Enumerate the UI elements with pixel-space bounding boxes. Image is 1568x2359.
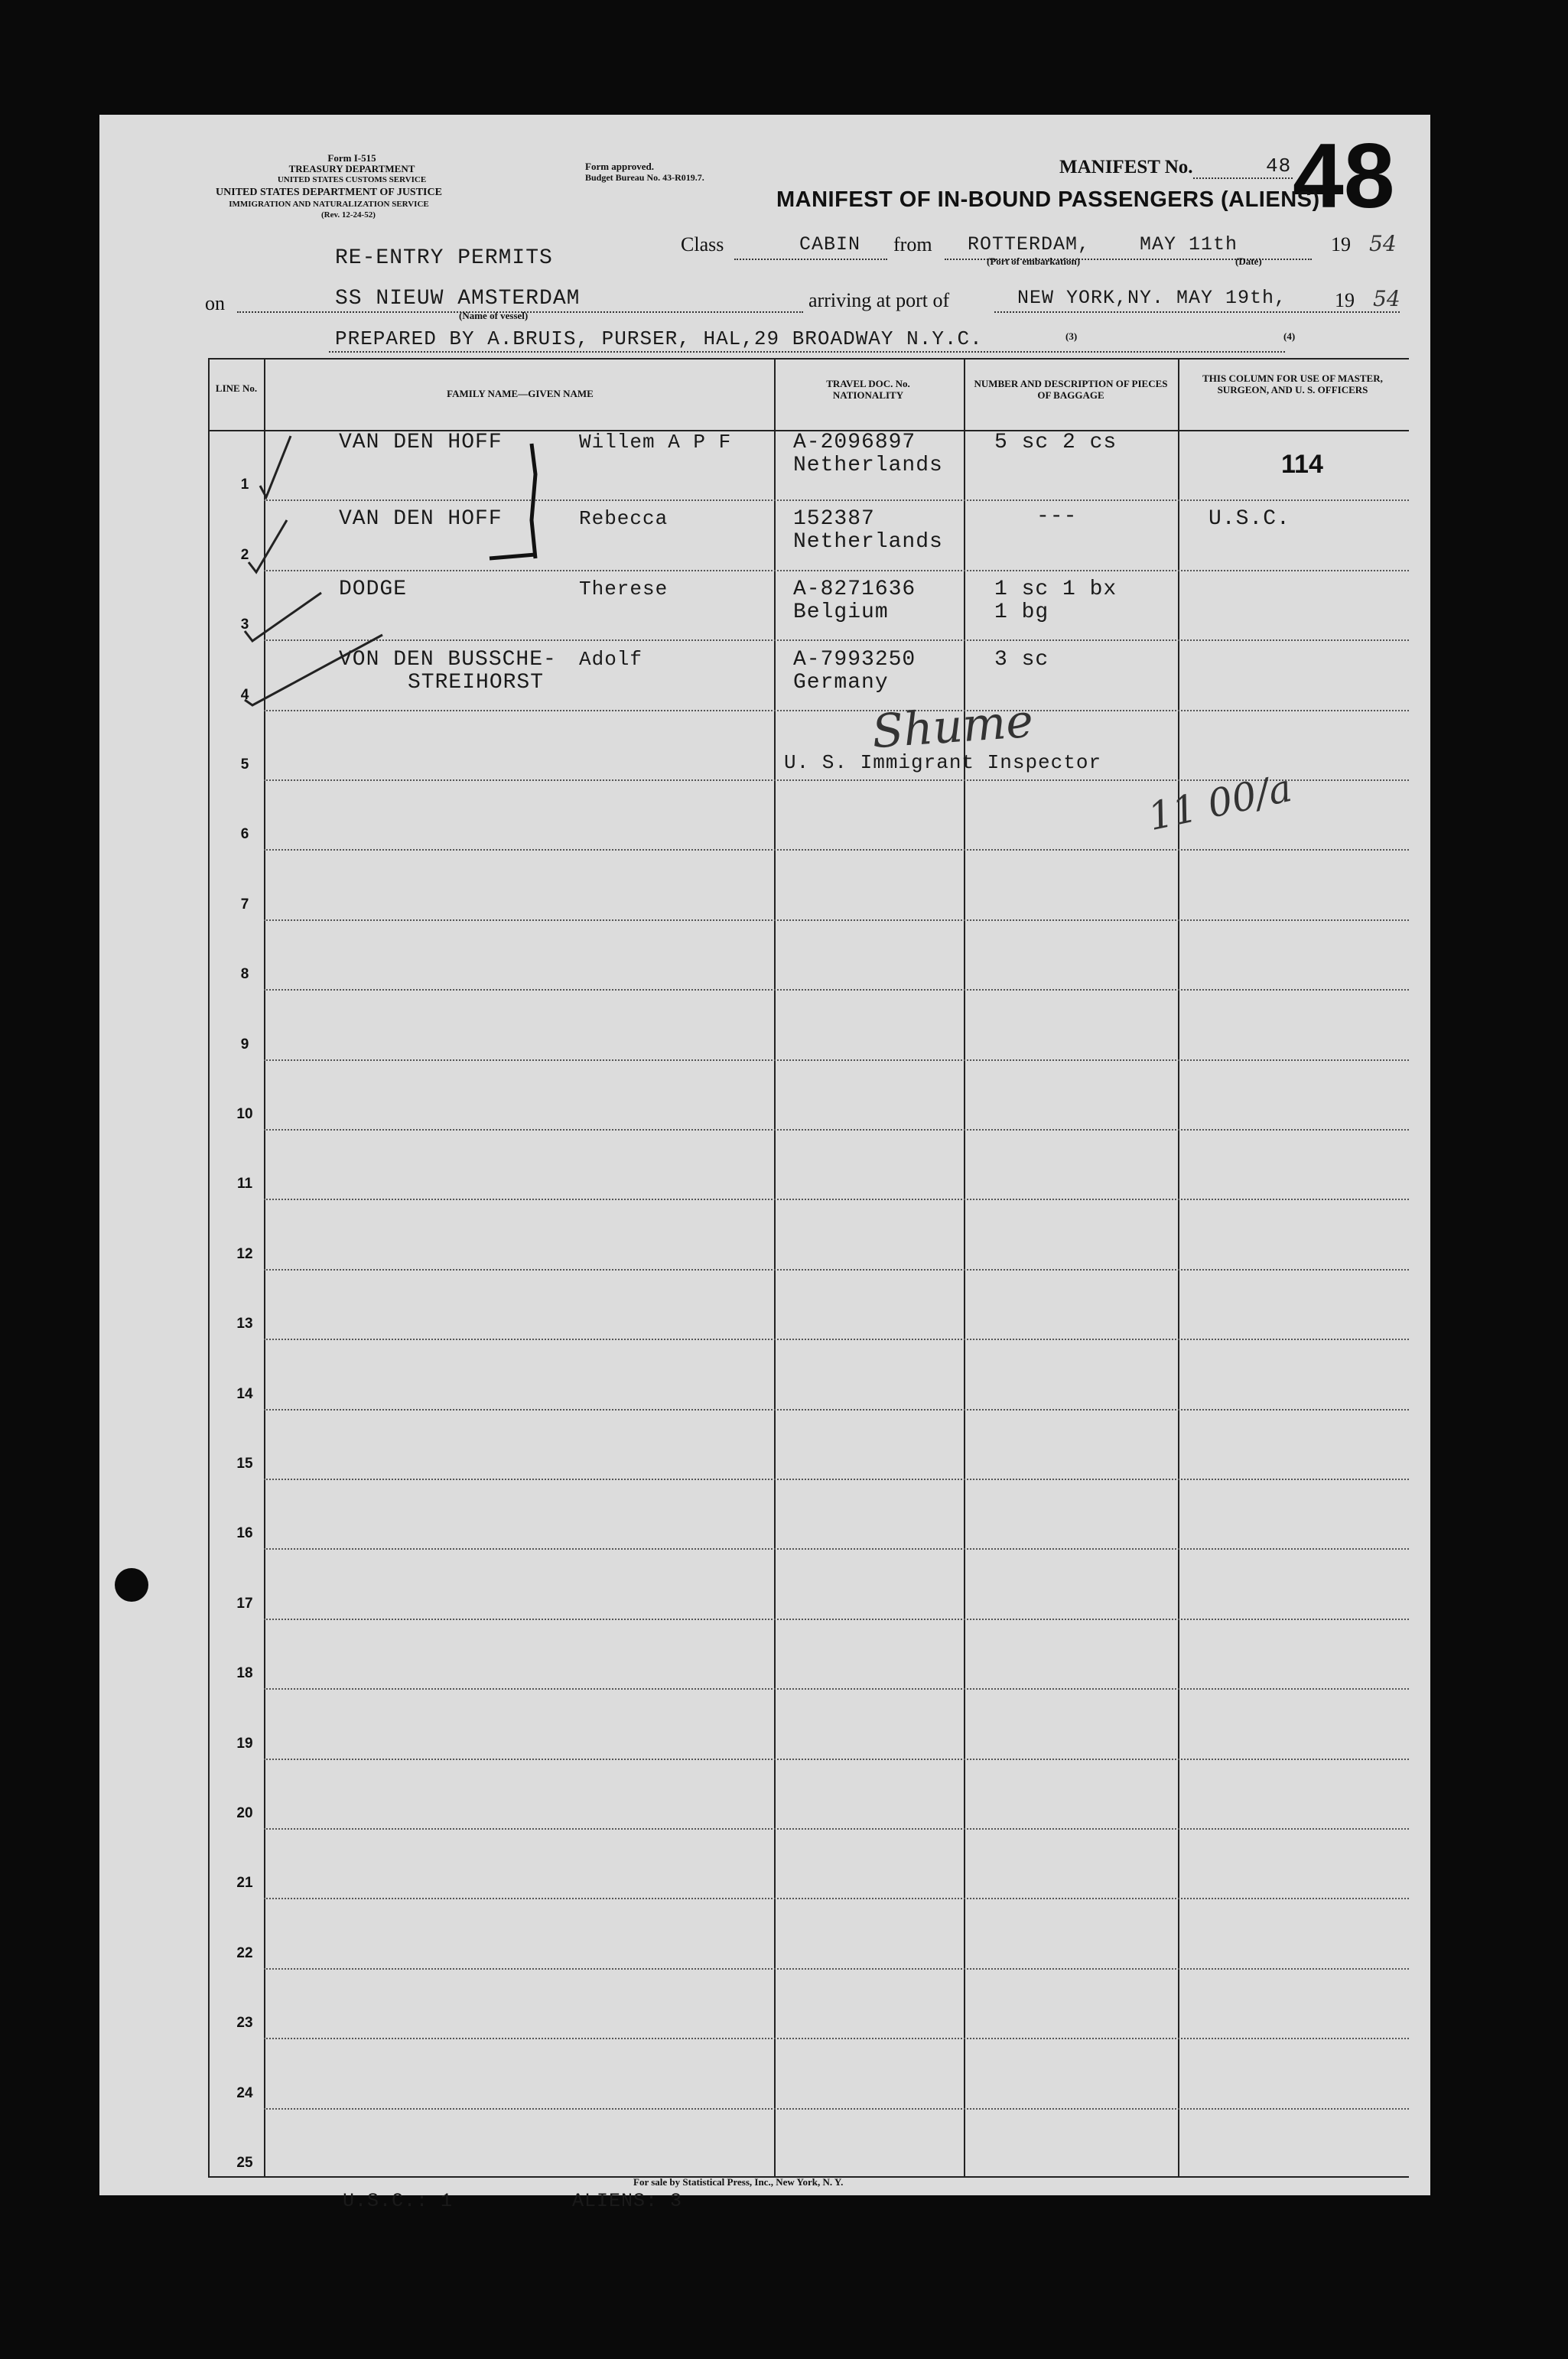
line-number: 15	[236, 1456, 253, 1472]
line-number: 13	[236, 1316, 253, 1332]
row-line	[264, 2038, 1409, 2039]
col-name-divider	[774, 358, 776, 2176]
entry-2-family: VAN DEN HOFF	[339, 507, 503, 531]
budget-bureau: Budget Bureau No. 43-R019.7.	[585, 172, 704, 183]
col-header-line-no: LINE No.	[215, 382, 258, 394]
entry-1-nationality: Netherlands	[793, 454, 943, 477]
agency-justice: UNITED STATES DEPARTMENT OF JUSTICE	[216, 187, 442, 198]
line-number: 8	[240, 966, 249, 982]
entry-1-given: Willem A P F	[579, 431, 732, 454]
row-line	[264, 1409, 1409, 1411]
line-number: 22	[236, 1945, 253, 1961]
entry-2-officer: U.S.C.	[1209, 507, 1290, 531]
manifest-number-underline	[1193, 177, 1293, 179]
row-line	[264, 2108, 1409, 2110]
entry-4-given: Adolf	[579, 648, 643, 671]
aliens-total: ALIENS: 3	[572, 2190, 683, 2212]
line-number: 20	[236, 1805, 253, 1821]
printer-note: For sale by Statistical Press, Inc., New York, N. Y.	[633, 2176, 844, 2188]
row-line	[264, 1828, 1409, 1830]
agency-ins: IMMIGRATION AND NATURALIZATION SERVICE	[229, 200, 429, 209]
col-doc-divider	[964, 358, 965, 2176]
arrival-value: NEW YORK,NY. MAY 19th,	[1017, 287, 1287, 309]
punch-hole	[115, 1568, 148, 1602]
entry-4-family: VON DEN BUSSCHE-	[339, 648, 557, 672]
row-line	[264, 1199, 1409, 1200]
entry-4-doc: A-7993250	[793, 648, 916, 672]
manifest-number-typed: 48	[1266, 155, 1292, 177]
entry-3-baggage-2: 1 bg	[994, 600, 1049, 624]
row-line	[264, 1339, 1409, 1340]
row-line	[264, 1619, 1409, 1620]
line-number: 24	[236, 2085, 253, 2101]
line-number: 12	[236, 1246, 253, 1262]
line-number: 14	[236, 1386, 253, 1402]
check-mark-1	[260, 436, 291, 497]
agency-customs: UNITED STATES CUSTOMS SERVICE	[277, 175, 427, 184]
entry-1-family: VAN DEN HOFF	[339, 431, 503, 454]
port-caption: (Port of embarkation)	[987, 255, 1081, 267]
entry-3-given: Therese	[579, 578, 669, 600]
row-line	[264, 1898, 1409, 1899]
row-line	[264, 989, 1409, 991]
row-line	[264, 1548, 1409, 1550]
prepared-underline	[329, 351, 1285, 353]
manifest-label: MANIFEST No.	[1059, 157, 1193, 177]
note-4: (4)	[1283, 330, 1296, 342]
note-3: (3)	[1065, 330, 1078, 342]
class-label: Class	[681, 233, 724, 255]
row-line	[264, 1479, 1409, 1480]
line-number: 3	[240, 617, 249, 633]
line-number: 11	[236, 1176, 253, 1192]
arrival-year-prefix: 19	[1335, 289, 1355, 311]
row-line	[264, 1968, 1409, 1970]
line-number: 7	[240, 896, 249, 913]
line-number: 10	[236, 1106, 253, 1122]
line-number: 17	[236, 1596, 253, 1612]
vessel-caption: (Name of vessel)	[459, 310, 529, 321]
manifest-title: MANIFEST OF IN-BOUND PASSENGERS (ALIENS)	[776, 187, 1320, 212]
line-number: 9	[240, 1036, 249, 1053]
row-line	[264, 1129, 1409, 1131]
row-line	[264, 1688, 1409, 1690]
entry-4-family-cont: STREIHORST	[408, 671, 545, 695]
class-value: CABIN	[799, 233, 861, 255]
from-value: ROTTERDAM,	[968, 233, 1091, 255]
entry-3-baggage: 1 sc 1 bx	[994, 578, 1117, 601]
inspector-signature: Shume	[870, 694, 1035, 760]
line-number: 1	[240, 477, 249, 493]
vessel-name: SS NIEUW AMSTERDAM	[335, 287, 581, 311]
line-number: 25	[236, 2155, 253, 2171]
manifest-sheet	[99, 115, 1430, 2195]
row-line	[264, 1269, 1409, 1271]
line-number: 18	[236, 1665, 253, 1681]
check-mark-4	[245, 635, 382, 705]
line-number: 5	[240, 757, 249, 773]
manifest-number-stamp: 48	[1293, 125, 1395, 227]
date-year-prefix: 19	[1331, 233, 1351, 255]
entry-2-given: Rebecca	[579, 507, 669, 530]
entry-1-officer: 114	[1281, 450, 1323, 479]
inspector-label: U. S. Immigrant Inspector	[784, 751, 1102, 774]
line-number: 4	[240, 687, 249, 703]
on-label: on	[205, 292, 225, 314]
entry-2-baggage: ---	[1036, 505, 1078, 529]
row-line	[264, 919, 1409, 921]
line-number: 6	[240, 826, 249, 842]
entry-2-nationality: Netherlands	[793, 530, 943, 554]
table-left-border	[208, 358, 210, 2176]
entry-1-baggage: 5 sc 2 cs	[994, 431, 1117, 454]
date-caption: (Date)	[1235, 255, 1262, 267]
family-bracket	[490, 444, 535, 558]
entry-3-doc: A-8271636	[793, 578, 916, 601]
row-line	[264, 1759, 1409, 1760]
line-number: 16	[236, 1525, 253, 1541]
entry-2-doc: 152387	[793, 507, 875, 531]
margin-note: 11 00/a	[1144, 765, 1296, 840]
date-year-suffix: 54	[1369, 231, 1397, 256]
line-number: 23	[236, 2015, 253, 2031]
col-header-baggage: NUMBER AND DESCRIPTION OF PIECES OF BAGGAGE	[974, 378, 1168, 401]
check-mark-3	[245, 593, 321, 641]
entry-4-baggage: 3 sc	[994, 648, 1049, 672]
from-label: from	[893, 233, 932, 255]
line-number: 19	[236, 1736, 253, 1752]
entry-3-family: DODGE	[339, 578, 408, 601]
departure-date: MAY 11th	[1140, 233, 1238, 255]
form-approved: Form approved.	[585, 161, 655, 172]
row-line	[264, 1059, 1409, 1061]
col-header-officers: THIS COLUMN FOR USE OF MASTER, SURGEON, AND U. S. OFFICERS	[1202, 373, 1383, 395]
line-number: 21	[236, 1875, 253, 1891]
table-top-border	[208, 358, 1409, 360]
check-mark-2	[249, 520, 287, 572]
row-line	[264, 849, 1409, 851]
arrival-year-suffix: 54	[1373, 286, 1400, 311]
entry-1-doc: A-2096897	[793, 431, 916, 454]
col-header-doc: TRAVEL DOC. No. NATIONALITY	[826, 378, 910, 401]
class-underline	[734, 259, 887, 260]
line-number: 2	[240, 547, 249, 563]
check-marks	[229, 428, 574, 719]
col-baggage-divider	[1178, 358, 1179, 2176]
prepared-by: PREPARED BY A.BRUIS, PURSER, HAL,29 BROADWAY N.Y.C.	[335, 327, 983, 350]
usc-total: U.S.C.: 1	[343, 2190, 454, 2212]
entry-3-nationality: Belgium	[793, 600, 889, 624]
form-number: Form I-515	[327, 152, 376, 164]
agency-treasury: TREASURY DEPARTMENT	[288, 163, 415, 174]
form-revision: (Rev. 12-24-52)	[321, 210, 376, 220]
col-header-name: FAMILY NAME—GIVEN NAME	[447, 388, 594, 399]
arriving-label: arriving at port of	[808, 289, 950, 311]
entry-4-nationality: Germany	[793, 671, 889, 695]
permits-note: RE-ENTRY PERMITS	[335, 246, 553, 270]
